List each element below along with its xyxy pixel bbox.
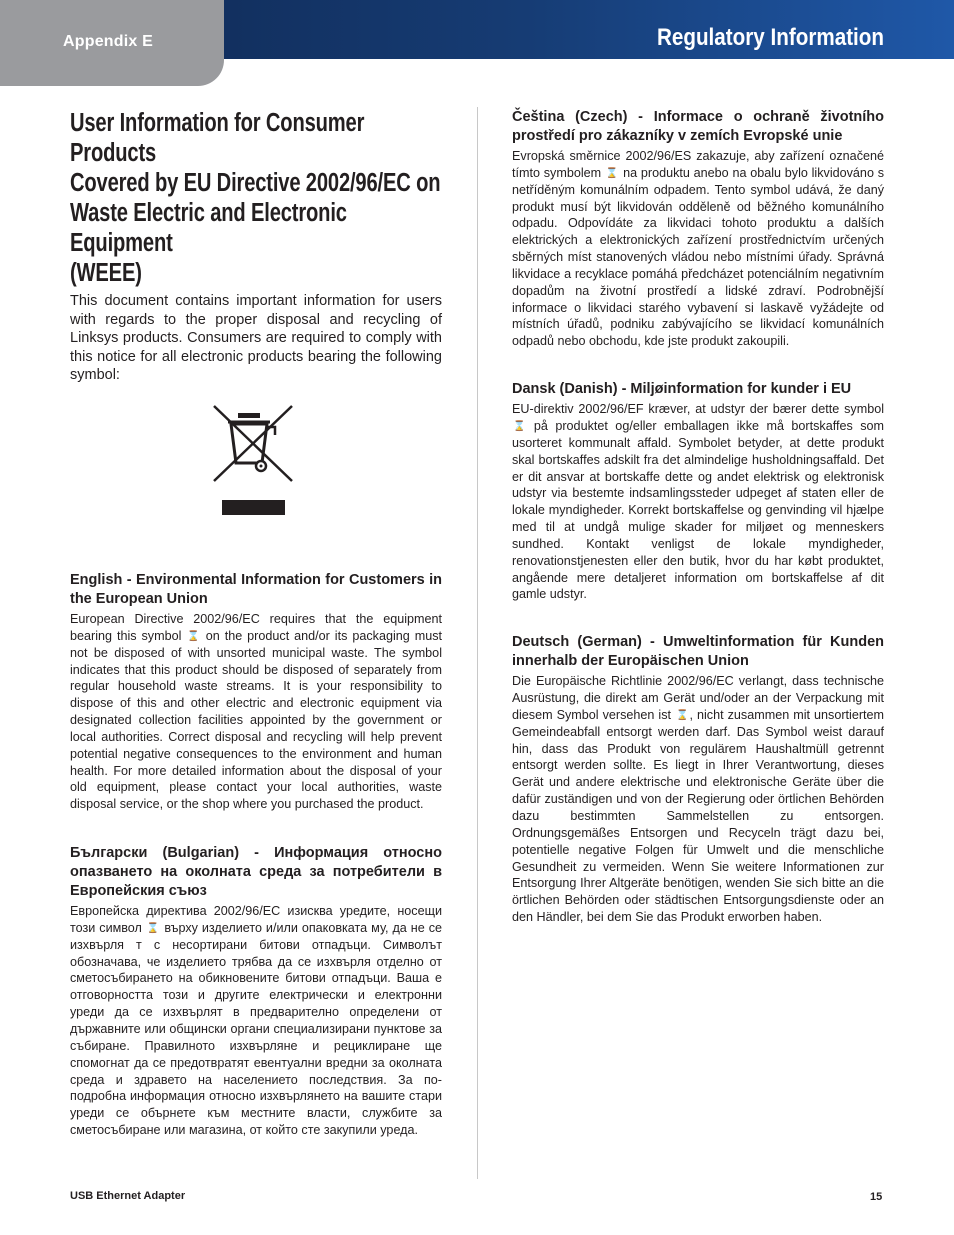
section-czech [512,108,884,350]
body-text: върху изделието и/или опаковката му, да не се изхвърля т с несортирани битови отпадъци. Символът обозначава, че изделието трябва да се изхвърля отделно от сметосъбирането на обикновените битови отпадъци. Ваша е отговорността този и другите електрически и електронни уреди да се изхвърлят в предварително определени от държавните или общински органи специализирани пунктове за събиране. Правилното изхвърляне и рециклиране ще спомогнат да се предотвратят евентуални вредни за околната среда и здравето на населението последствия. За по-подробна информация относно изхвърлянето на вашите стари уреди се обърнете към местните власти, службите за сметосъбиране или магазина, от който сте закупили уреда. [70,920,443,1138]
body-text: EU-direktiv 2002/96/EF kræver, at udstyr der bærer dette symbol [512,402,884,417]
section-heading: Čeština (Czech) - Informace o ochraně životního prostředí pro zákazníky v zemích Evropské unie [512,109,884,144]
body-text: on the product and/or its packaging must not be disposed of with unsorted municipal waste. The symbol indicates that this product should be disposed of separately from regular household waste streams. It is your responsibility to dispose of this and other electric and electronic equipment via designated collection facilities appointed by the government or local authorities. Correct disposal and recycling will help prevent potential negative consequences to the environment and human health. For more detailed information about the disposal of your old equipment, please contact your local authorities, waste disposal service, or the shop where you purchased the product. [70,628,442,812]
section-german [512,633,884,926]
section-english [70,571,442,813]
page-title-line: User Information for Consumer Products [70,109,365,167]
section-body [70,611,442,813]
page-title [70,108,441,288]
section-body [512,148,884,350]
section-heading: Dansk (Danish) - Miljøinformation for kunder i EU [512,381,852,398]
appendix-tab [0,0,224,86]
weee-bin-inline-icon: ⌛ [676,709,689,721]
body-text: na produktu anebo na obalu bylo likvidováno s netříděným komunálním odpadem. Tento symbol udává, že daný produkt musí být likvidován odděleně od běžného komunálního odpadu. Odpovídáte za likvidaci tohoto produktu a dalších elektrických a elektronických zařízení prostřednictvím určených sběrných míst stanovených vládou nebo místními úřady. Správná likvidace a recyklace pomáhá předcházet potenciálním negativním dopadům na životní prostředí a lidské zdraví. Podrobnější informace o likvidaci starého vybavení si laskavě vyžádejte od místních úřadů, podniku zabývajícího se likvidací komunálních odpadů nebo obchodu, kde jste produkt zakoupili. [512,165,884,349]
body-text: Европейска директива 2002/96/EC изисква уредите, носещи този символ [70,904,442,935]
page-title-line: Waste Electric and Electronic Equipment [70,199,347,257]
page-title-line: Covered by EU Directive 2002/96/EC on [70,169,441,197]
body-text: European Directive 2002/96/EC requires that the equipment bearing this symbol [70,611,442,643]
weee-bin-inline-icon: ⌛ [605,167,619,179]
section-body [70,903,442,1139]
weee-bin-inline-icon: ⌛ [513,420,526,432]
section-heading: Български (Bulgarian) - Информация относно опазването на околната среда за потребители в Европейския съюз [70,845,442,900]
section-body [512,401,884,603]
crossed-out-wheelie-bin-icon [212,405,296,517]
section-body [512,673,884,926]
page-title-line: (WEEE) [70,259,142,287]
right-column [512,108,884,926]
header-title: Regulatory Information [656,24,884,51]
column-divider [477,107,478,1179]
body-text: , nicht zusammen mit unsortiertem Gemeindeabfall entsorgt werden darf. Das Symbol weist darauf hin, dass das Produkt von regulärem Haushaltmüll getrennt entsorgt werden sollte. Es liegt in Ihrer Verantwortung, dieses Gerät und andere elektrische und elektronische Geräte über die dafür zuständigen und von der Regierung oder örtlichen Behörden dazu bestimmten Sammelstellen zu entsorgen. Ordnungsgemäßes Entsorgen und Recyceln trägt dazu bei, potentielle negative Folgen für Umwelt und die menschliche Gesundheit zu vermeiden. Wenn Sie weitere Informationen zur Entsorgung Ihrer Altgeräte benötigen, wenden Sie sich bitte an die örtlichen Behörden oder städtischen Entsorgungsdienste oder an den Händler, bei dem Sie das Produkt erworben haben. [512,707,885,925]
appendix-label: Appendix E [63,33,154,50]
body-text: Die Europäische Richtlinie 2002/96/EC verlangt, dass technische Ausrüstung, die direkt am Gerät und/oder an der Verpackung mit diesem Symbol versehen ist [512,674,884,722]
body-text: på produktet og/eller emballagen ikke må bortskaffes som usorteret kommunalt affald. Symbolet betyder, at dette produkt skal bortskaffes adskilt fra det almindelige husholdningsaffald. Det er dit ansvar at bortskaffe dette og andet elektrisk og elektronisk udstyr via bestemte indsamlingssteder udpeget af staten eller de lokale myndigheder. Korrekt bortskaffelse og genvinding vil hjælpe med til at undgå mulige skader for miljøet og menneskers sundhed. Kontakt venligst de lokale myndigheder, renovationstjenesten eller den butik, hvor du har købt produktet, angående mere detaljeret information om bortskaffelse af dit gamle udstyr. [512,418,885,602]
body-text: Evropská směrnice 2002/96/ES zakazuje, aby zařízení označené tímto symbolem [512,149,884,180]
section-bulgarian [70,844,442,1139]
section-heading: English - Environmental Information for Customers in the European Union [70,571,442,607]
weee-bin-inline-icon: ⌛ [187,630,200,642]
footer-page-number: 15 [870,1191,883,1203]
section-danish [512,380,884,603]
intro-paragraph: This document contains important information for users with regards to the proper disposal and recycling of Linksys products. Consumers are required to comply with this notice for all electronic products bearing the following symbol: [70,293,442,384]
weee-bin-inline-icon: ⌛ [146,922,160,934]
weee-symbol-figure [70,401,442,571]
footer-product-name: USB Ethernet Adapter [70,1190,186,1202]
section-heading: Deutsch (German) - Umweltinformation für Kunden innerhalb der Europäischen Union [512,634,884,670]
left-column [70,108,442,1139]
